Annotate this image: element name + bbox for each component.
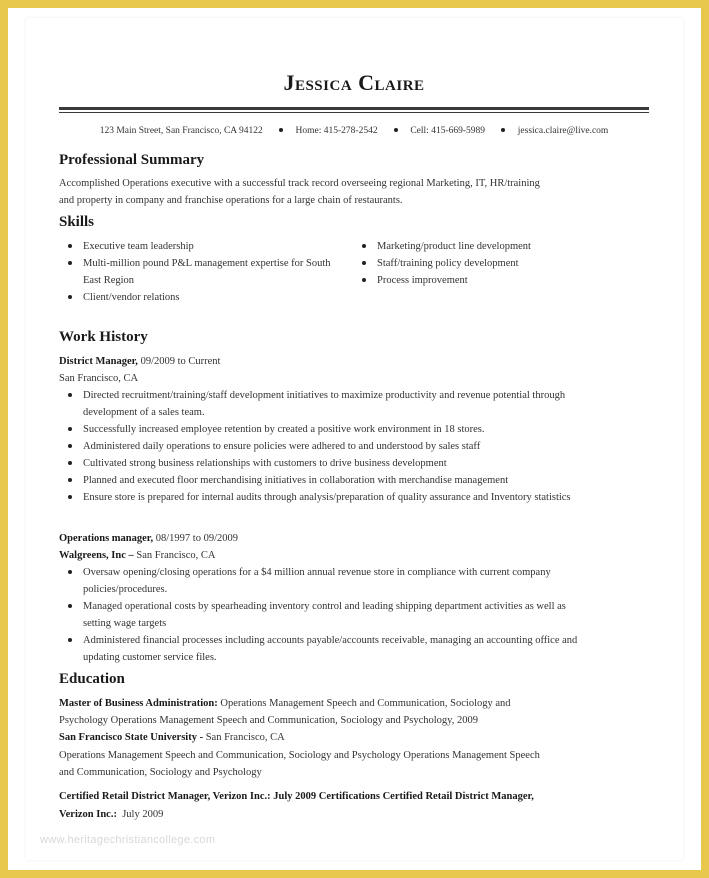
skills-list-right — [353, 238, 643, 289]
degree-text: Operations Management Speech and Communication, Sociology and — [217, 698, 511, 709]
job2-company-line — [59, 547, 215, 564]
home-phone: Home: 415-278-2542 — [295, 126, 378, 136]
skill-item: Process improvement — [353, 272, 643, 289]
job-bullet: Administered financial processes including accounts payable/accounts receivable, managing an accounting office and updating customer service files. — [59, 632, 586, 666]
degree-label: Master of Business Administration: — [59, 698, 218, 709]
candidate-name: Jessica Claire — [283, 70, 425, 95]
job-bullet: Cultivated strong business relationships with customers to drive business development — [59, 455, 584, 472]
cert-company: Verizon Inc.: — [59, 809, 117, 820]
job1-title: District Manager, — [59, 356, 138, 367]
degree-line — [59, 695, 511, 712]
job1-title-line — [59, 353, 220, 370]
job-bullet: Planned and executed floor merchandising initiatives in collaboration with merchandise management — [59, 472, 584, 489]
job-bullet: Directed recruitment/training/staff development initiatives to maximize productivity and revenue potential through development of a sales team. — [59, 387, 584, 421]
job1-bullets — [59, 387, 584, 506]
cert-line-2 — [59, 806, 163, 823]
education-heading: Education — [59, 671, 125, 687]
job-bullet: Administered daily operations to ensure policies were adhered to and understood by sales staff — [59, 438, 584, 455]
cert-line-1 — [59, 788, 534, 805]
header-rule-thin — [59, 112, 649, 113]
bullet-dot — [501, 128, 505, 132]
address: 123 Main Street, San Francisco, CA 94122 — [99, 126, 263, 136]
education-desc-1: Operations Management Speech and Communication, Sociology and Psychology Operations Management Speech — [59, 750, 540, 761]
cert-text: Certified Retail District Manager, Verizon Inc.: July 2009 Certifications Certified Retail District Manager, — [59, 791, 534, 802]
work-heading: Work History — [59, 329, 148, 345]
job1-location: San Francisco, CA — [59, 373, 139, 384]
job2-title-line — [59, 530, 238, 547]
school-location: San Francisco, CA — [203, 732, 285, 743]
job-bullet: Successfully increased employee retention by created a positive work environment in 18 stores. — [59, 421, 584, 438]
resume-sheet — [26, 18, 683, 860]
summary-line: Accomplished Operations executive with a successful track record overseeing regional Marketing, IT, HR/training — [59, 178, 540, 189]
degree-line-2: Psychology Operations Management Speech and Communication, Sociology and Psychology, 2009 — [59, 715, 478, 726]
summary-text — [59, 175, 540, 209]
skill-item: Staff/training policy development — [353, 255, 643, 272]
summary-heading: Professional Summary — [59, 152, 205, 168]
job2-location: San Francisco, CA — [133, 550, 216, 561]
job2-dates: 08/1997 to 09/2009 — [153, 533, 239, 544]
skill-item: Client/vendor relations — [59, 289, 334, 306]
school-name: San Francisco State University - — [59, 732, 204, 743]
school-line — [59, 729, 285, 746]
summary-line: and property in company and franchise operations for a large chain of restaurants. — [59, 195, 403, 206]
job2-title: Operations manager, — [59, 533, 154, 544]
education-desc-2: and Communication, Sociology and Psychology — [59, 767, 262, 778]
watermark: www.heritagechristiancollege.com — [40, 834, 216, 846]
bullet-dot — [394, 128, 398, 132]
job-bullet: Ensure store is prepared for internal audits through analysis/preparation of quality assurance and Inventory statistics — [59, 489, 584, 506]
skill-item: Executive team leadership — [59, 238, 334, 255]
bullet-dot — [279, 128, 283, 132]
cert-date: July 2009 — [116, 809, 164, 820]
skill-item: Marketing/product line development — [353, 238, 643, 255]
skills-list-left — [59, 238, 334, 306]
contact-line — [59, 126, 649, 136]
cell-phone: Cell: 415-669-5989 — [410, 126, 486, 136]
email: jessica.claire@live.com — [517, 126, 609, 136]
job-bullet: Managed operational costs by spearheading inventory control and leading shipping department activities as well as setting wage targets — [59, 598, 586, 632]
skills-heading: Skills — [59, 214, 95, 230]
job1-dates: 09/2009 to Current — [137, 356, 221, 367]
page-frame — [8, 8, 701, 870]
job-bullet: Oversaw opening/closing operations for a $4 million annual revenue store in compliance with current company policies/procedures. — [59, 564, 586, 598]
header-rule-thick — [59, 107, 649, 110]
job2-bullets — [59, 564, 586, 666]
job2-company: Walgreens, Inc – — [59, 550, 134, 561]
skill-item: Multi-million pound P&L management expertise for South East Region — [59, 255, 334, 289]
